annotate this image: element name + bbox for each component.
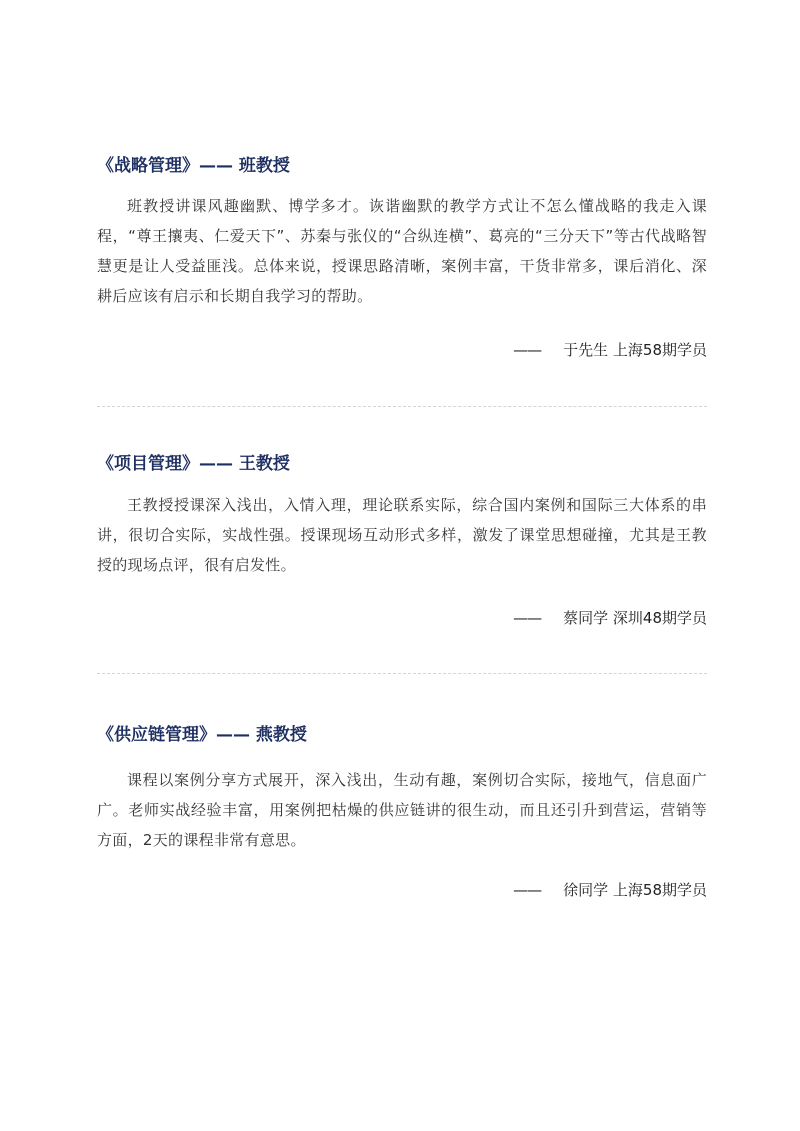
- section-title: 《战略管理》—— 班教授: [97, 156, 290, 176]
- testimonial-signature: [97, 879, 707, 901]
- signature-dash: ——: [513, 341, 542, 359]
- testimonial-text: 王教授授课深入浅出，入情入理，理论联系实际，综合国内案例和国际三大体系的串讲，很切合实际，实战性强。授课现场互动形式多样，激发了课堂思想碰撞，尤其是王教授的现场点评，很有启发性。: [97, 496, 707, 574]
- testimonial-signature: [97, 339, 707, 361]
- section-divider: [97, 406, 707, 407]
- testimonial-signature: [97, 607, 707, 629]
- testimonial-text: 班教授讲课风趣幽默、博学多才。诙谐幽默的教学方式让不怎么懂战略的我走入课程，“尊王攘夷、仁爱天下”、苏秦与张仪的“合纵连横”、葛亮的“三分天下”等古代战略智慧更是让人受益匪浅。总体来说，授课思路清晰，案例丰富，干货非常多，课后消化、深耕后应该有启示和长期自我学习的帮助。: [97, 197, 707, 305]
- testimonial-supply-chain-management: [97, 724, 707, 904]
- section-title: 《项目管理》—— 王教授: [97, 454, 290, 474]
- signature-author: 徐同学 上海58期学员: [563, 881, 707, 899]
- signature-author: 于先生 上海58期学员: [563, 341, 707, 359]
- section-title: 《供应链管理》—— 燕教授: [97, 725, 307, 745]
- testimonial-text: 课程以案例分享方式展开，深入浅出，生动有趣，案例切合实际，接地气，信息面广广。老师实战经验丰富，用案例把枯燥的供应链讲的很生动，而且还引升到营运，营销等方面，2天的课程非常有意思。: [97, 771, 707, 849]
- section-divider: [97, 673, 707, 674]
- signature-author: 蔡同学 深圳48期学员: [563, 609, 707, 627]
- signature-dash: ——: [513, 881, 542, 899]
- signature-dash: ——: [513, 609, 542, 627]
- testimonial-strategy-management: [97, 155, 707, 365]
- testimonial-project-management: [97, 453, 707, 633]
